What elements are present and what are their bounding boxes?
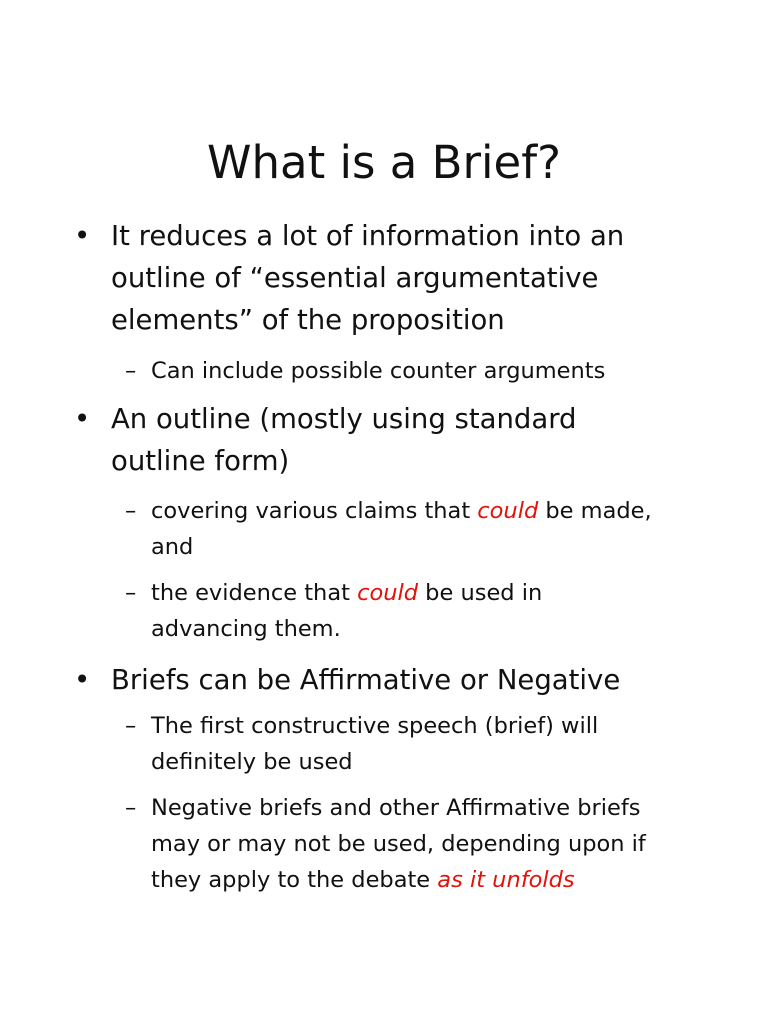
- emphasis-text: as it unfolds: [437, 867, 575, 893]
- sub-bullet-marker: –: [125, 358, 137, 384]
- text-run: covering various claims that: [151, 498, 478, 524]
- bullet-marker: •: [74, 220, 91, 252]
- bullet-line: An outline (mostly using standard: [111, 403, 577, 435]
- slide-title: What is a Brief?: [207, 136, 561, 189]
- bullet-marker: •: [74, 664, 91, 696]
- bullet-marker: •: [74, 403, 91, 435]
- sub-bullet-text: [151, 575, 721, 647]
- sub-bullet-text: [151, 708, 721, 780]
- sub-bullet-text: [151, 790, 721, 898]
- sub-bullet-text: [151, 493, 721, 565]
- bullet-text: [111, 398, 721, 482]
- bullet-line: outline form): [111, 445, 290, 477]
- text-run: the evidence that: [151, 580, 358, 606]
- sub-bullet-marker: –: [125, 498, 137, 524]
- sub-bullet-line: [151, 575, 721, 611]
- sub-bullet-marker: –: [125, 713, 137, 739]
- sub-bullet-marker: –: [125, 795, 137, 821]
- bullet-text: Briefs can be Affirmative or Negative: [111, 664, 621, 696]
- sub-bullet-line: Negative briefs and other Affirmative briefs: [151, 795, 641, 821]
- sub-bullet-marker: –: [125, 580, 137, 606]
- text-run: be made,: [538, 498, 652, 524]
- sub-bullet-line: [151, 493, 721, 529]
- text-run: they apply to the debate: [151, 867, 438, 893]
- text-run: be used in: [418, 580, 543, 606]
- bullet-line: It reduces a lot of information into an: [111, 220, 625, 252]
- sub-bullet-line: may or may not be used, depending upon if: [151, 831, 646, 857]
- emphasis-text: could: [357, 580, 419, 606]
- bullet-line: elements” of the proposition: [111, 304, 505, 336]
- bullet-line: outline of “essential argumentative: [111, 262, 599, 294]
- emphasis-text: could: [477, 498, 539, 524]
- sub-bullet-text: Can include possible counter arguments: [151, 358, 606, 384]
- sub-bullet-line: The first constructive speech (brief) will: [151, 713, 599, 739]
- sub-bullet-line: advancing them.: [151, 616, 341, 642]
- sub-bullet-line: [151, 862, 721, 898]
- sub-bullet-line: definitely be used: [151, 749, 353, 775]
- sub-bullet-line: and: [151, 534, 194, 560]
- bullet-text: [111, 215, 721, 341]
